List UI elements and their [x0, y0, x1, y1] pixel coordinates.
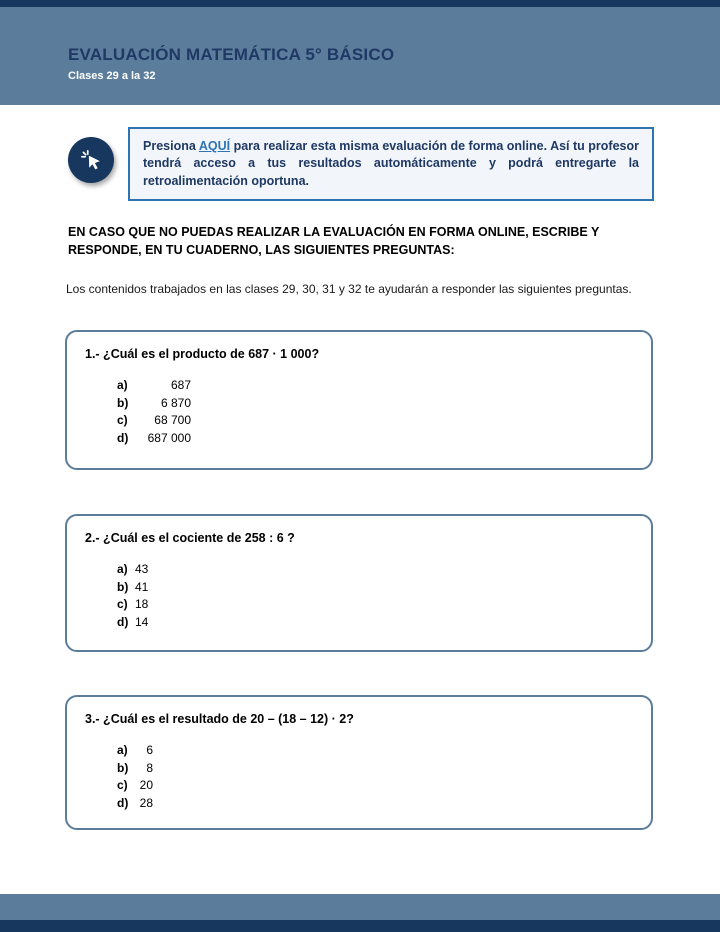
online-callout — [68, 127, 654, 201]
instructions-bold-text: EN CASO QUE NO PUEDAS REALIZAR LA EVALUACIÓN EN FORMA ONLINE, ESCRIBE Y RESPONDE, EN TU CUADERNO, LAS SIGUIENTES PREGUNTAS: — [68, 225, 600, 257]
question-3-options — [117, 742, 633, 812]
q3-option-b — [117, 760, 633, 778]
q2-option-d — [117, 614, 633, 632]
option-letter: a) — [117, 378, 128, 392]
option-letter: d) — [117, 614, 129, 629]
option-value: 8 — [146, 760, 153, 775]
option-letter: b) — [117, 579, 129, 594]
option-letter: d) — [117, 430, 129, 445]
option-letter: b) — [117, 760, 129, 775]
q1-option-b — [117, 395, 633, 413]
page-subtitle: Clases 29 a la 32 — [68, 70, 156, 82]
option-letter: a) — [117, 562, 128, 576]
option-value: 6 870 — [160, 395, 191, 410]
option-letter: d) — [117, 795, 129, 810]
question-box-3 — [65, 695, 653, 830]
question-3-title: 3.- ¿Cuál es el resultado de 20 – (18 – 12) · 2? — [85, 712, 354, 726]
q1-option-d — [117, 430, 633, 448]
option-value: 20 — [139, 778, 153, 792]
option-value: 687 000 — [147, 430, 191, 445]
bottom-accent-bar — [0, 920, 720, 932]
q1-option-c — [117, 412, 633, 430]
option-value: 41 — [135, 579, 149, 594]
page-title: EVALUACIÓN MATEMÁTICA 5° BÁSICO — [68, 45, 395, 64]
question-box-2 — [65, 514, 653, 652]
question-2-options — [117, 561, 633, 631]
callout-text — [143, 138, 639, 190]
header-band — [0, 7, 720, 105]
question-2-title: 2.- ¿Cuál es el cociente de 258 : 6 ? — [85, 531, 295, 545]
option-value: 43 — [135, 562, 149, 576]
question-1-options — [117, 377, 633, 447]
q2-option-b — [117, 579, 633, 597]
option-letter: b) — [117, 395, 129, 410]
option-letter: c) — [117, 413, 128, 427]
q2-option-c — [117, 596, 633, 614]
callout-text-before: Presiona — [143, 139, 199, 153]
callout-text-after: para realizar esta misma evaluación de forma online. Así tu profesor tendrá acceso a tus resultados automáticamente y podrá entregarte la retroalimentación oportuna. — [143, 139, 639, 188]
question-box-1 — [65, 330, 653, 470]
option-value: 18 — [135, 597, 149, 611]
option-letter: c) — [117, 778, 128, 792]
option-value: 687 — [170, 378, 191, 392]
top-accent-bar — [0, 0, 720, 7]
q3-option-a — [117, 742, 633, 760]
question-1-title: 1.- ¿Cuál es el producto de 687 · 1 000? — [85, 347, 320, 361]
q2-option-a — [117, 561, 633, 579]
option-value: 28 — [139, 795, 153, 810]
option-letter: a) — [117, 743, 128, 757]
online-evaluation-link[interactable]: AQUÍ — [198, 139, 231, 153]
callout-box — [128, 127, 654, 201]
option-value: 14 — [135, 614, 149, 629]
q3-option-c — [117, 777, 633, 795]
instructions-normal-text: Los contenidos trabajados en las clases 29, 30, 31 y 32 te ayudarán a responder las siguientes preguntas. — [66, 282, 632, 296]
q1-option-a — [117, 377, 633, 395]
option-value: 68 700 — [154, 413, 191, 427]
option-letter: c) — [117, 597, 128, 611]
footer-band — [0, 894, 720, 920]
click-cursor-icon — [68, 137, 114, 183]
q3-option-d — [117, 795, 633, 813]
option-value: 6 — [146, 743, 153, 757]
